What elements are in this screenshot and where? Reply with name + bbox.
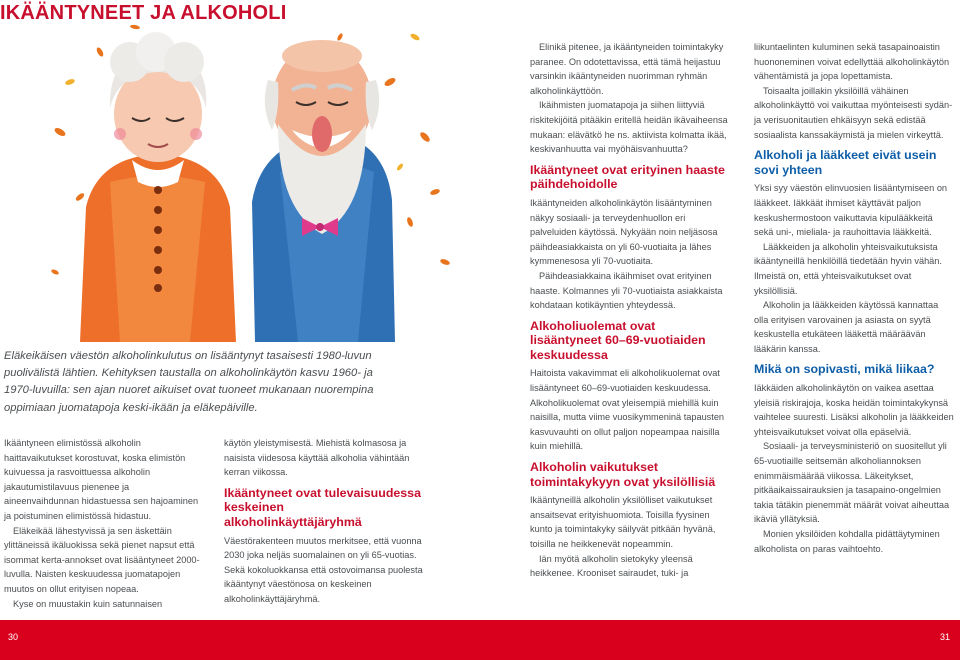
body-paragraph: Toisaalta joillakin yksilöillä vähäinen alkoholinkäyttö voi vaikuttaa myönteisesti sydän- ja verisuonitautien ehkäisyyn sekä edistää sosiaalista kanssakäymistä ja mielen virkeyttä.: [754, 85, 953, 140]
body-paragraph: Alkoholin ja lääkkeiden käytössä kannattaa olla erityisen varovainen ja asiasta on syytä keskustella etukäteen lääkettä määräävän lääkärin kanssa.: [754, 300, 939, 354]
elderly-couple-illustration: [40, 22, 460, 342]
body-paragraph: Väestörakenteen muutos merkitsee, että vuonna 2030 joka neljäs suomalainen on yli 65-vuotias. Sekä kokoluokkansa että ostovoimansa puolesta ikääntynyt väestönosa on keskeinen alkoholinkäyttäjäryhmä.: [224, 535, 423, 604]
text-column-1: [4, 436, 204, 611]
page-number-right: 31: [940, 632, 951, 642]
body-paragraph: Lääkkeiden ja alkoholin yhteisvaikutuksista ikääntyneillä henkilöillä tiedetään hyvin vähän. Ilmeistä on, että yhteisvaikutukset ovat yksilöllisiä.: [754, 241, 942, 296]
section-heading: Alkoholiuolemat ovat lisääntyneet 60–69-vuotiaiden keskuudessa: [530, 318, 706, 362]
body-paragraph: Ikäihmisten juomatapoja ja siihen liittyviä riskitekijöitä pitääkin eritellä heidän ikävaiheensa mukaan: elävätkö he ns. aktiivista kolmatta ikää, keskivanhuutta vai myöhäisvanhuutta?: [530, 100, 728, 155]
section-heading: Mikä on sopivasti, mikä liikaa?: [754, 362, 935, 377]
body-paragraph: Iäkkäiden alkoholinkäytön on vaikea asettaa yleisiä riskirajoja, koska heidän toimintakykynsä vaihtelee suuresti. Lisäksi alkoholin ja lääkkeiden yhteisvaikutukset voivat olla epäselviä.: [754, 383, 954, 437]
body-paragraph: Sosiaali- ja terveysministeriö on suositellut yli 65-vuotiaille seitsemän alkoholiannoksen enimmäismäärää viikossa. Läkeitykset, pitkäaikaissairauksien ja tasapaino-ongelmien takia tätäkin pienemmät määrät voivat aiheuttaa ikäviä yllätyksiä.: [754, 441, 950, 525]
section-heading: Alkoholin vaikutukset toimintakykyyn ovat yksilöllisiä: [530, 460, 716, 489]
body-paragraph: Haitoista vakavimmat eli alkoholikuolemat ovat lisääntyneet 60–69-vuotiaiden keskuudessa. Alkoholikuolemat ovat yleisempiä miehillä kuin naisilla, mutta viime vuosikymmeninä tapausten kasvuvauhti on ollut paljon nopeampaa naisilla kuin miehillä.: [530, 368, 725, 452]
body-paragraph: liikuntaelinten kuluminen sekä tasapainoaistin huononeminen voivat edellyttää alkoholinkäytön vähentämistä ja jopa lopettamista.: [754, 42, 950, 82]
body-paragraph: Ikääntyneen elimistössä alkoholin haittavaikutukset korostuvat, koska elimistön kuivuessa ja rasvoittuessa alkoholin jakautumistilavuus pienenee ja aineenvaihdunnan hidastuessa sen hajoaminen ja poistuminen elimistössä hidastuu.: [4, 438, 199, 521]
body-paragraph: Elinikä pitenee, ja ikääntyneiden toimintakyky paranee. On odotettavissa, että tämä heijastuu varsinkin ikääntyneiden nuorimman ryhmän alkoholinkäyttöön.: [530, 42, 724, 96]
body-paragraph: Eläkeikää lähestyvissä ja sen äskettäin ylittäneissä ikäluokissa sekä pienet napsut että isommat kerta-annokset ovat lisääntyneet 2000-luvulla. Naisten keskuudessa juomatapojen muutos on ollut erityisen nopeaa.: [4, 525, 200, 594]
section-heading: Ikääntyneet ovat tulevaisuudessa keskeinen alkoholinkäyttäjäryhmä: [224, 485, 421, 529]
body-paragraph: Iän myötä alkoholin sietokyky yleensä heikkenee. Krooniset sairaudet, tuki- ja: [530, 553, 693, 579]
body-paragraph: Päihdeasiakkaina ikäihmiset ovat erityinen haaste. Kolmannes yli 70-vuotiaista asiakkaista kohdataan kotikäyntien yhteydessä.: [530, 270, 723, 311]
lead-paragraph: Eläkeikäisen väestön alkoholinkulutus on lisääntynyt tasaisesti 1980-luvun puolivälistä lähtien. Kehityksen taustalla on alkoholinkäytön kasvu 1960- ja 1970-luvuilla: sen ajan nuoret aikuiset ovat tuoneet mukanaan nuorempina oppimiaan juomatapoja keski-ikään ja eläkepäiville.: [4, 350, 374, 414]
section-heading: Alkoholi ja lääkkeet eivät usein sovi yhteen: [754, 148, 937, 177]
page-title: IKÄÄNTYNEET JA ALKOHOLI: [0, 2, 287, 24]
page-number-left: 30: [8, 632, 19, 642]
body-paragraph: Monien yksilöiden kohdalla pidättäytyminen alkoholista on paras vaihtoehto.: [754, 529, 940, 554]
section-heading: Ikääntyneet ovat erityinen haaste päihdehoidolle: [530, 162, 725, 192]
body-paragraph: Yksi syy väestön elinvuosien lisääntymiseen on lääkkeet. Iäkkäät ihmiset käyttävät paljon keskushermostoon vaikuttavia kipulääkkeitä sekä uni-, mieliala- ja rauhoittavia lääkkeitä.: [754, 183, 948, 238]
footer-bar: [0, 620, 960, 660]
text-column-3: [530, 40, 730, 581]
body-paragraph: Ikääntyneiden alkoholinkäytön lisääntyminen näkyy sosiaali- ja terveydenhuollon eri palveluiden käytössä. Nykyään noin neljäsosa päihdeasiakkaista on yli 60-vuotiaita ja lähes kymmenesosa yli 70-vuotiaita.: [530, 197, 718, 267]
text-column-4: [754, 40, 954, 556]
text-column-2: [224, 436, 424, 607]
body-paragraph: Ikääntyneillä alkoholin yksilölliset vaikutukset ansaitsevat erityishuomiota. Toisilla fyysinen kunto ja toimintakyky säilyvät pitkään hyvänä, toisilla ne heikkenevät nopeammin.: [530, 495, 716, 549]
body-paragraph: käytön yleistymisestä. Miehistä kolmasosa ja naisista viidesosa käyttää alkoholia vähintään kerran viikossa.: [224, 438, 410, 478]
body-paragraph: Kyse on muustakin kuin satunnaisen: [13, 598, 163, 609]
